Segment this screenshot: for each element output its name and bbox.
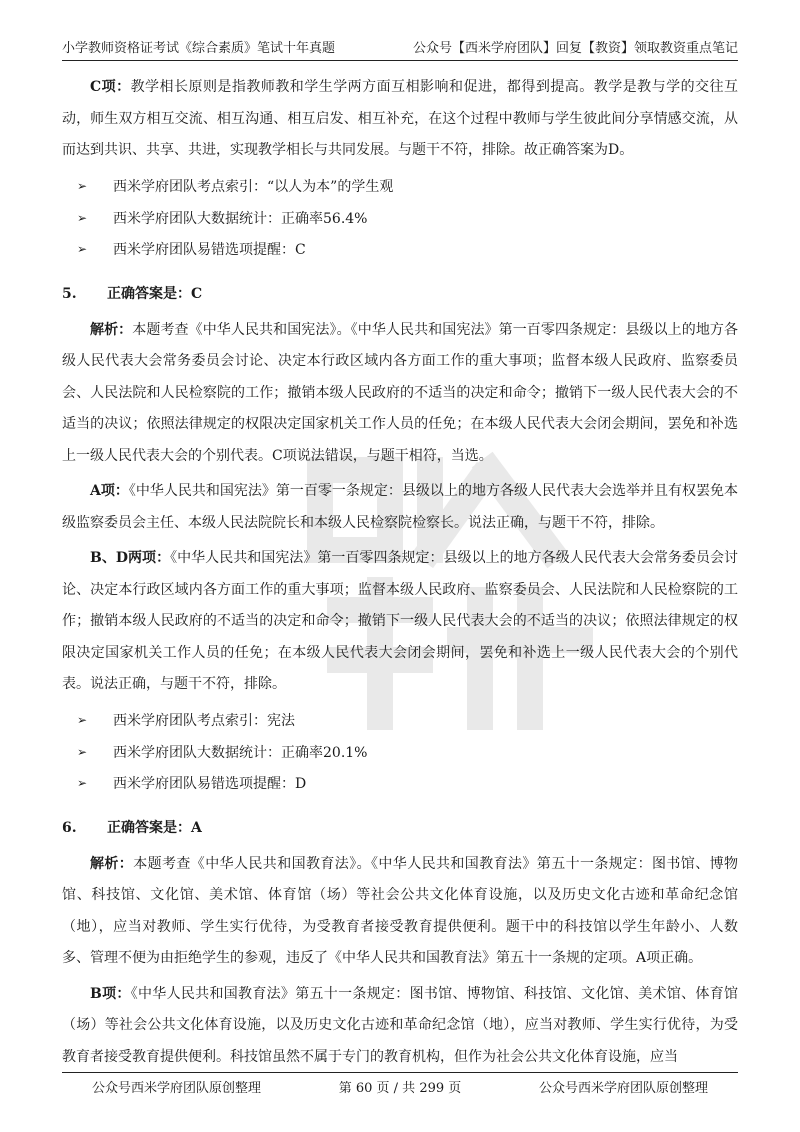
- q5-analysis: [62, 315, 738, 473]
- q4-tag-stats: [62, 202, 738, 234]
- page-header: [62, 38, 738, 61]
- q4-tag-index: [62, 171, 738, 203]
- option-c-label: C项：: [90, 79, 131, 95]
- q5-analysis-text: 本题考查《中华人民共和国宪法》。《中华人民共和国宪法》第一百零四条规定：县级以上的地方各级人民代表大会常务委员会讨论、决定本行政区域内各方面工作的重大事项；监督本级人民政府、监察委员会、人民法院和人民检察院的工作；撤销本级人民政府的不适当的决定和命令；撤销下一级人民代表大会的不适当的决议；依照法律规定的权限决定国家机关工作人员的任免；在本级人民代表大会闭会期间，罢免和补选上一级人民代表大会的个别代表。C项说法错误，与题干相符，当选。: [62, 321, 739, 464]
- footer-left-credit: 公众号西米学府团队原创整理: [92, 1081, 262, 1096]
- analysis-label: 解析：: [90, 321, 133, 338]
- footer-right-credit: 公众号西米学府团队原创整理: [538, 1081, 708, 1096]
- q5-tag-index: [62, 705, 738, 737]
- page-number: 第 60 页 / 共 299 页: [338, 1081, 462, 1096]
- arrow-bullet-icon: ➢: [77, 744, 88, 759]
- q6-option-b: [62, 979, 738, 1074]
- page-content: [62, 72, 738, 1077]
- header-promo: 公众号【西米学府团队】回复【教资】领取教资重点笔记: [412, 41, 738, 56]
- q5-option-bd-text: 《中华人民共和国宪法》第一百零四条规定：县级以上的地方各级人民代表大会常务委员会讨论、决定本行政区域内各方面工作的重大事项；监督本级人民政府、监察委员会、人民法院和人民检察院的工作；撤销本级人民政府的不适当的决定和命令；撤销下一级人民代表大会的不适当的决议；依照法律规定的权限决定国家机关工作人员的任免；在本级人民代表大会闭会期间，罢免和补选上一级人民代表大会的个别代表。说法正确，与题干不符，排除。: [62, 550, 738, 692]
- option-bd-label: B、D两项：: [90, 550, 171, 566]
- bullet-text: 西米学府团队考点索引：“以人为本”的学生观: [113, 179, 394, 196]
- q5-tag-mistake: [62, 768, 738, 800]
- bullet-text: 西米学府团队大数据统计：正确率20.1%: [113, 744, 368, 761]
- arrow-bullet-icon: ➢: [77, 210, 88, 225]
- option-c-text: 教学相长原则是指教师教和学生学两方面互相影响和促进，都得到提高。教学是教与学的交往互动，师生双方相互交流、相互沟通、相互启发、相互补充，在这个过程中教师与学生彼此间分享情感交流，从而达到共识、共享、共进，实现教学相长与共同发展。与题干不符，排除。故正确答案为D。: [62, 79, 738, 158]
- q6-answer-text: 正确答案是：A: [107, 820, 202, 836]
- arrow-bullet-icon: ➢: [77, 242, 88, 257]
- q5-option-a: [62, 476, 738, 539]
- arrow-bullet-icon: ➢: [77, 179, 88, 194]
- arrow-bullet-icon: ➢: [77, 776, 88, 791]
- option-c-explanation: [62, 72, 738, 167]
- q5-option-bd: [62, 543, 738, 701]
- option-b-label: B项：: [90, 985, 131, 1002]
- q6-number: 6.: [62, 820, 77, 836]
- q5-answer-text: 正确答案是：C: [107, 286, 203, 302]
- bullet-text: 西米学府团队大数据统计：正确率56.4%: [113, 210, 368, 227]
- arrow-bullet-icon: ➢: [77, 713, 88, 728]
- q6-analysis: [62, 849, 738, 975]
- q5-answer: [62, 279, 738, 311]
- option-a-label: A项：: [90, 483, 129, 499]
- header-book-title: 小学教师资格证考试《综合素质》笔试十年真题: [62, 41, 336, 56]
- bullet-text: 西米学府团队考点索引：宪法: [113, 713, 295, 730]
- q5-option-a-text: 《中华人民共和国宪法》第一百零一条规定：县级以上的地方各级人民代表大会选举并且有权罢免本级监察委员会主任、本级人民法院院长和本级人民检察院检察长。说法正确，与题干不符，排除。: [62, 483, 738, 531]
- bullet-text: 西米学府团队易错选项提醒：C: [113, 242, 306, 259]
- q6-analysis-text: 本题考查《中华人民共和国教育法》。《中华人民共和国教育法》第五十一条规定：图书馆、博物馆、科技馆、文化馆、美术馆、体育馆（场）等社会公共文化体育设施，以及历史文化古迹和革命纪念馆（地），应当对教师、学生实行优待，为受教育者接受教育提供便利。题干中的科技馆以学生年龄小、人数多、管理不便为由拒绝学生的参观，违反了《中华人民共和国教育法》第五十一条规的定项。A项正确。: [62, 855, 739, 966]
- q6-answer: [62, 813, 738, 845]
- q6-option-b-text: 《中华人民共和国教育法》第五十一条规定：图书馆、博物馆、科技馆、文化馆、美术馆、体育馆（场）等社会公共文化体育设施，以及历史文化古迹和革命纪念馆（地），应当对教师、学生实行优待，为受教育者接受教育提供便利。科技馆虽然不属于专门的教育机构，但作为社会公共文化体育设施，应当: [62, 985, 738, 1065]
- q4-tag-mistake: [62, 234, 738, 266]
- bullet-text: 西米学府团队易错选项提醒：D: [113, 776, 307, 793]
- analysis-label: 解析：: [90, 855, 134, 872]
- q5-number: 5.: [62, 286, 77, 302]
- q5-tag-stats: [62, 736, 738, 768]
- page-footer: [62, 1072, 738, 1096]
